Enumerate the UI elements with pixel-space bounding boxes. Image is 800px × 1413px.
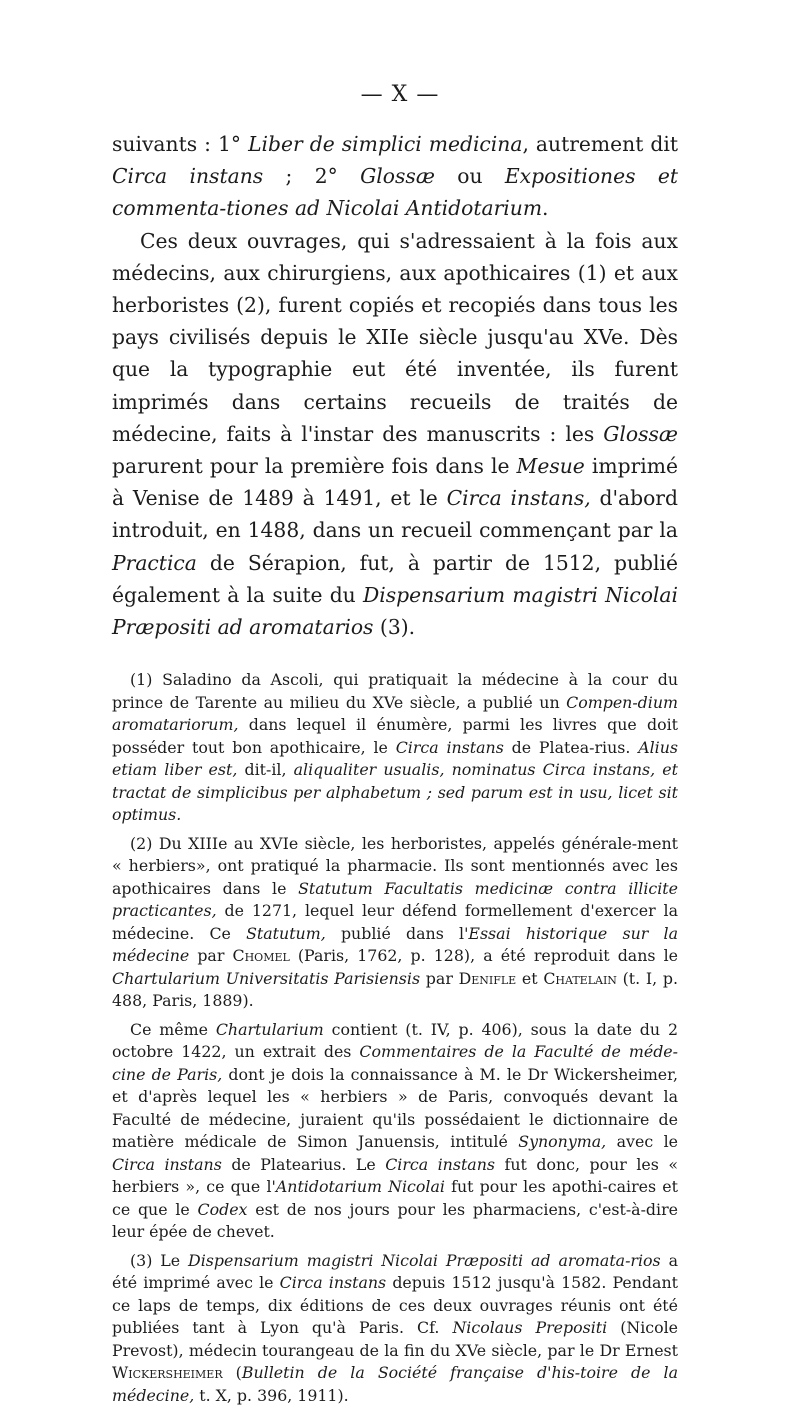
text-span: (Paris, 1762, p. 128), a été reproduit dans le: [289, 946, 679, 966]
text-span: imprimé à Venise de 1489 à 1491, et le: [112, 454, 678, 511]
text-span: .: [542, 196, 549, 221]
text-span: de Platearius. Le: [221, 1154, 386, 1174]
book-title: Glossæ: [603, 421, 678, 446]
author-name: Wickersheimer: [112, 1363, 223, 1383]
main-text: [112, 128, 678, 643]
italic-text: Compen-dium aromatariorum,: [112, 692, 678, 735]
text-span: Ce même: [130, 1019, 216, 1039]
text-span: avec le: [606, 1132, 679, 1152]
page-number-header: — X —: [360, 82, 440, 107]
text-span: publié dans l': [325, 923, 469, 943]
italic-text: Circa instans: [279, 1273, 387, 1293]
text-span: dont je dois la connaissance à M. le Dr Wickersheimer, et d'après lequel les « herbiers » de Paris, convoqués devant la Faculté de médecine, juraient qu'ils possédaient le dictionnaire de matière médicale de Simon Januensis, intitulé: [112, 1064, 678, 1152]
text-span: (Nicole Prevost), médecin tourangeau de la fin du XVe siècle, par le Dr Ernest: [112, 1318, 678, 1360]
text-span: ou: [434, 164, 505, 189]
text-span: de Platea-rius.: [503, 737, 639, 757]
text-span: et: [516, 968, 544, 988]
italic-text: Alius etiam liber est,: [112, 737, 678, 780]
text-span: dit-il,: [237, 760, 294, 780]
book-title: Practica: [112, 550, 197, 575]
italic-text: Chartularium: [215, 1019, 324, 1039]
text-span: (t. I, p. 488, Paris, 1889).: [112, 968, 678, 1011]
book-title: Dispensarium magistri Nicolai Præpositi ad aromatarios: [112, 582, 678, 640]
footnote-2-continued: [112, 1019, 678, 1244]
text-span: , autrement dit: [522, 132, 679, 156]
book-title: Mesue: [516, 454, 585, 479]
text-span: (2) Du XIIIe au XVIe siècle, les herboristes, appelés générale-ment « herbiers», ont pratiqué la pharmacie. Ils sont mentionnés avec les apothicaires dans le: [112, 833, 678, 898]
paragraph-2: [112, 225, 678, 644]
text-span: t. X, p. 396, 1911).: [194, 1385, 349, 1405]
author-name: Chomel: [232, 946, 290, 966]
italic-text: Bulletin de la Société française d'his-toire de la médecine,: [112, 1363, 679, 1405]
text-span: (3).: [373, 615, 416, 640]
italic-text: Dispensarium magistri Nicolai Præpositi ad aromata-rios: [188, 1250, 661, 1270]
text-span: de 1271, lequel leur défend formellement d'exercer la médecine. Ce: [112, 901, 678, 943]
book-title: Circa instans: [112, 164, 264, 189]
text-span: a été imprimé avec le: [112, 1250, 678, 1293]
text-span: contient (t. IV, p. 406), sous la date du 2 octobre 1422, un extrait des: [112, 1019, 678, 1062]
text-span: de Sérapion, fut, à partir de 1512, publié également à la suite du: [112, 550, 678, 607]
book-title: Liber de simplici medicina: [248, 132, 523, 156]
footnote-3: [112, 1250, 678, 1408]
italic-text: Circa instans: [112, 1154, 222, 1174]
author-name: Chatelain: [543, 968, 617, 988]
book-title: Expositiones et commenta-tiones ad Nicolai Antidotarium: [112, 164, 679, 221]
italic-text: Chartularium Universitatis Parisiensis: [112, 968, 421, 988]
text-span: parurent pour la première fois dans le: [112, 454, 517, 479]
text-span: suivants : 1°: [112, 132, 249, 156]
text-span: dans lequel il énumère, parmi les livres que doit posséder tout bon apothicaire, le: [112, 715, 678, 757]
italic-text: Circa instans: [385, 1154, 496, 1174]
italic-text: Statutum Facultatis medicinæ contra illicite practicantes,: [112, 878, 679, 921]
italic-text: Essai historique sur la médecine: [112, 923, 678, 966]
text-span: (: [222, 1363, 242, 1383]
paragraph-1: [112, 128, 678, 225]
book-title: Circa instans,: [446, 486, 591, 511]
text-span: est de nos jours pour les pharmaciens, c'est-à-dire leur épée de chevet.: [112, 1199, 678, 1242]
latin-quote: aliqualiter usualis, nominatus Circa instans, et tractat de simplicibus per alphabetum ; sed parum est in usu, licet sit optimus.: [112, 760, 679, 825]
text-span: fut pour les apothi-caires et ce que le: [112, 1177, 678, 1219]
footnote-2: [112, 833, 678, 1013]
italic-text: Statutum,: [246, 923, 326, 943]
author-name: Denifle: [458, 968, 517, 988]
footnote-1: [112, 669, 678, 827]
italic-text: Commentaires de la Faculté de méde-cine de Paris,: [112, 1042, 678, 1084]
text-span: Ces deux ouvrages, qui s'adressaient à la fois aux médecins, aux chirurgiens, aux apothicaires (1) et aux herboristes (2), furent copiés et recopiés dans tous les pays civilisés depuis le XIIe siècle jusqu'au XVe. Dès que la typographie eut été inventée, ils furent imprimés dans certains recueils de traités de médecine, faits à l'instar des manuscrits : les: [112, 228, 678, 446]
text-span: (1) Saladino da Ascoli, qui pratiquait la médecine à la cour du prince de Tarente au milieu du XVe siècle, a publié un: [112, 670, 678, 712]
text-span: depuis 1512 jusqu'à 1582. Pendant ce laps de temps, dix éditions de ces deux ouvrages réunis ont été publiées tant à Lyon qu'à Paris. Cf.: [112, 1273, 678, 1338]
text-span: (3) Le: [130, 1250, 189, 1270]
footnotes: [112, 669, 678, 1407]
text-span: par: [420, 968, 459, 988]
text-span: par: [189, 946, 233, 966]
italic-text: Circa instans: [395, 737, 504, 757]
italic-text: Antidotarium Nicolai: [275, 1177, 445, 1197]
italic-text: Codex: [197, 1199, 248, 1219]
page-body: [112, 128, 678, 1413]
text-span: d'abord introduit, en 1488, dans un recueil commençant par la: [112, 486, 678, 543]
text-span: fut donc, pour les « herbiers », ce que l': [112, 1154, 678, 1197]
italic-text: Synonyma,: [518, 1132, 607, 1152]
text-span: ; 2°: [263, 164, 361, 189]
book-title: Glossæ: [360, 164, 435, 189]
italic-text: Nicolaus Prepositi: [452, 1318, 608, 1338]
